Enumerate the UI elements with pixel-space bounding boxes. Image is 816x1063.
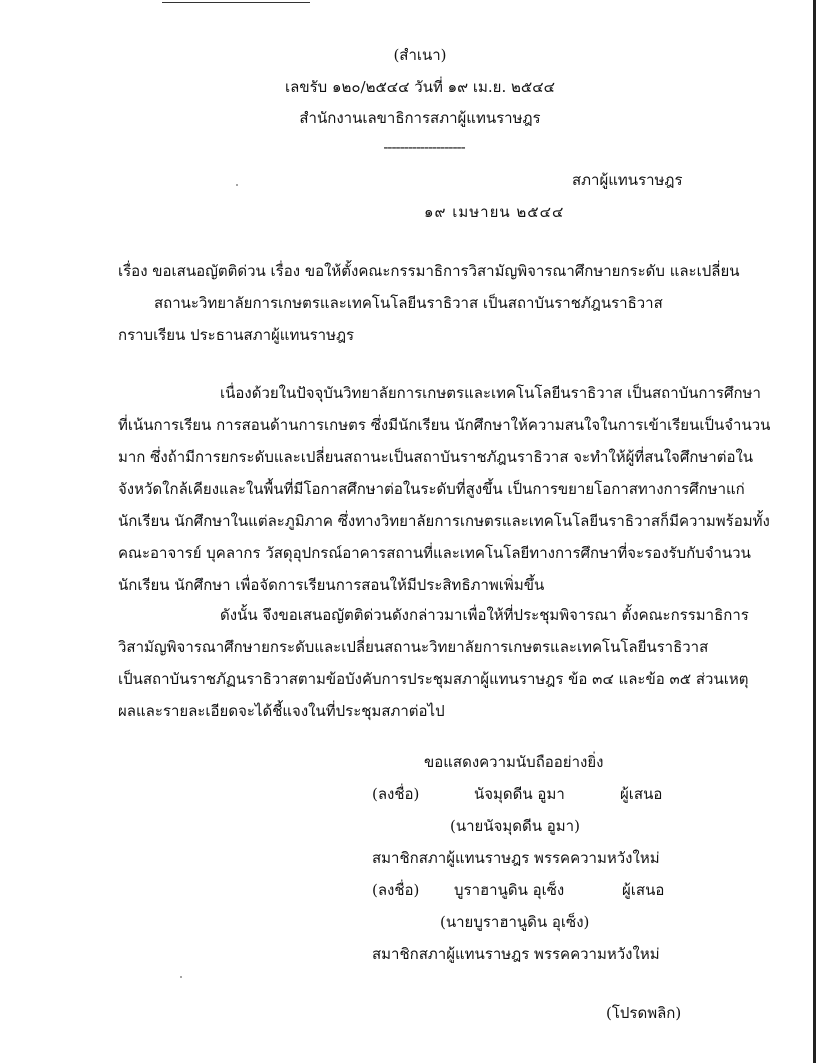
receipt-line: เลขรับ ๑๒๐/๒๕๔๔ วันที่ ๑๙ เม.ย. ๒๕๔๔ bbox=[285, 78, 555, 96]
sign-label: (ลงชื่อ) bbox=[372, 785, 420, 803]
subject-line-1: เรื่อง ขอเสนอญัตติด่วน เรื่อง ขอให้ตั้งคณะกรรมาธิการวิสามัญพิจารณาศึกษายกระดับ และเปลี่ยน bbox=[118, 262, 740, 280]
copy-label: (สำเนา) bbox=[393, 46, 447, 64]
body-paragraph-2-line: ดังนั้น จึงขอเสนอญัตติด่วนดังกล่าวมาเพื่อให้ที่ประชุมพิจารณา ตั้งคณะกรรมาธิการ bbox=[220, 606, 749, 624]
signer-role: ผู้เสนอ bbox=[620, 785, 663, 803]
signer-printed-name: (นายนัจมุดดีน อูมา) bbox=[450, 817, 580, 835]
body-paragraph-1-line: นักเรียน นักศึกษาในแต่ละภูมิภาค ซึ่งทางวิทยาลัยการเกษตรและเทคโนโลยีนราธิวาสก็มีความพร้อมทั้ง bbox=[118, 512, 770, 530]
sign-label: (ลงชื่อ) bbox=[372, 881, 420, 899]
body-paragraph-1-line: เนื่องด้วยในปัจจุบันวิทยาลัยการเกษตรและเทคโนโลยีนราธิวาส เป็นสถาบันการศึกษา bbox=[220, 384, 761, 402]
closing-regards: ขอแสดงความนับถืออย่างยิ่ง bbox=[424, 753, 604, 771]
signature: นัจมุดดีน อูมา bbox=[474, 785, 565, 803]
body-paragraph-1-line: ที่เน้นการเรียน การสอนด้านการเกษตร ซึ่งมีนักเรียน นักศึกษาให้ความสนใจในการเข้าเรียนเป็นจำนวน bbox=[118, 416, 771, 434]
body-paragraph-1-line: จังหวัดใกล้เคียงและในพื้นที่มีโอกาสศึกษาต่อในระดับที่สูงขึ้น เป็นการขยายโอกาสทางการศึกษาแก่ bbox=[118, 480, 745, 498]
separator-line: -------------------- bbox=[383, 138, 465, 156]
top-rule bbox=[162, 2, 310, 3]
signer-position: สมาชิกสภาผู้แทนราษฎร พรรคความหวังใหม่ bbox=[372, 849, 660, 867]
body-paragraph-1-line: คณะอาจารย์ บุคลากร วัสดุอุปกรณ์อาคารสถานที่และเทคโนโลยีทางการศึกษาที่จะรองรับกับจำนวน bbox=[118, 544, 751, 562]
signer-printed-name: (นายบูราฮานูดิน อุเซ็ง) bbox=[440, 913, 590, 931]
signature: บูราฮานูดิน อุเซ็ง bbox=[454, 881, 565, 899]
subject-line-2: สถานะวิทยาลัยการเกษตรและเทคโนโลยีนราธิวาส เป็นสถาบันราชภัฎนราธิวาส bbox=[154, 294, 663, 312]
scan-speck bbox=[236, 184, 238, 186]
body-paragraph-2-line: เป็นสถาบันราชภัฏนราธิวาสตามข้อบังคับการประชุมสภาผู้แทนราษฎร ข้อ ๓๔ และข้อ ๓๕ ส่วนเหตุ bbox=[118, 670, 749, 688]
document-date: ๑๙ เมษายน ๒๕๔๔ bbox=[424, 203, 565, 221]
signer-role: ผู้เสนอ bbox=[622, 881, 665, 899]
body-paragraph-1-line: มาก ซึ่งถ้ามีการยกระดับและเปลี่ยนสถานะเป็นสถาบันราชภัฎนราธิวาส จะทำให้ผู้ที่สนใจศึกษาต่อใน bbox=[118, 448, 754, 466]
salutation: กราบเรียน ประธานสภาผู้แทนราษฎร bbox=[118, 326, 355, 344]
scan-speck bbox=[180, 976, 182, 978]
turn-over-note: (โปรดพลิก) bbox=[606, 1004, 682, 1022]
body-paragraph-2-line: วิสามัญพิจารณาศึกษายกระดับและเปลี่ยนสถานะวิทยาลัยการเกษตรและเทคโนโลยีนราธิวาส bbox=[118, 638, 709, 656]
body-paragraph-1-line: นักเรียน นักศึกษา เพื่อจัดการเรียนการสอนให้มีประสิทธิภาพเพิ่มขึ้น bbox=[118, 576, 545, 594]
signer-position: สมาชิกสภาผู้แทนราษฎร พรรคความหวังใหม่ bbox=[372, 945, 660, 963]
office-name: สำนักงานเลขาธิการสภาผู้แทนราษฎร bbox=[299, 109, 541, 127]
recipient-org: สภาผู้แทนราษฎร bbox=[572, 171, 683, 189]
body-paragraph-2-line: ผลและรายละเอียดจะได้ชี้แจงในที่ประชุมสภาต่อไป bbox=[118, 702, 445, 720]
